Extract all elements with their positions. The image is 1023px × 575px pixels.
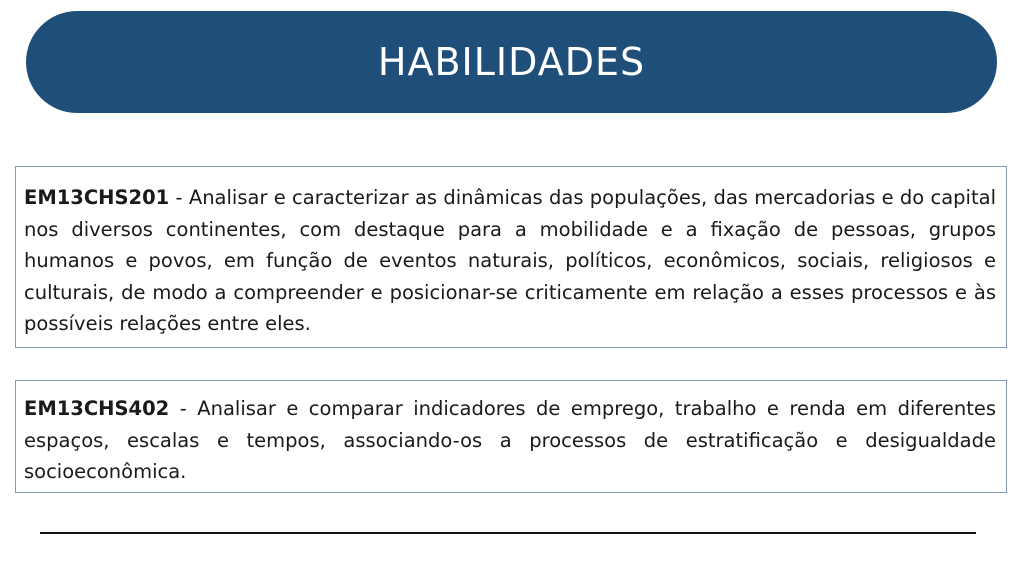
skill-separator: - <box>169 186 189 209</box>
skill-text: Analisar e comparar indicadores de emprego, trabalho e renda em diferentes espaços, escalas e tempos, associando-os a processos de estratificação e desigualdade socioeconômica. <box>24 397 997 483</box>
page-title: HABILIDADES <box>377 40 646 84</box>
skill-code: EM13CHS402 <box>24 397 170 420</box>
skill-code: EM13CHS201 <box>24 186 170 209</box>
skill-box-em13chs201 <box>15 166 1007 348</box>
skill-text: Analisar e caracterizar as dinâmicas das populações, das mercadorias e do capital nos diversos continentes, com destaque para a mobilidade e a fixação de pessoas, grupos humanos e povos, em função de eventos naturais, políticos, econômicos, sociais, religiosos e culturais, de modo a compreender e posicionar-se criticamente em relação a esses processos e às possíveis relações entre eles. <box>24 186 996 335</box>
bottom-divider <box>40 532 976 534</box>
title-banner <box>26 11 997 113</box>
skill-separator: - <box>169 397 198 420</box>
skill-description <box>24 182 996 340</box>
skill-box-em13chs402 <box>15 380 1007 493</box>
skill-description <box>24 393 996 488</box>
